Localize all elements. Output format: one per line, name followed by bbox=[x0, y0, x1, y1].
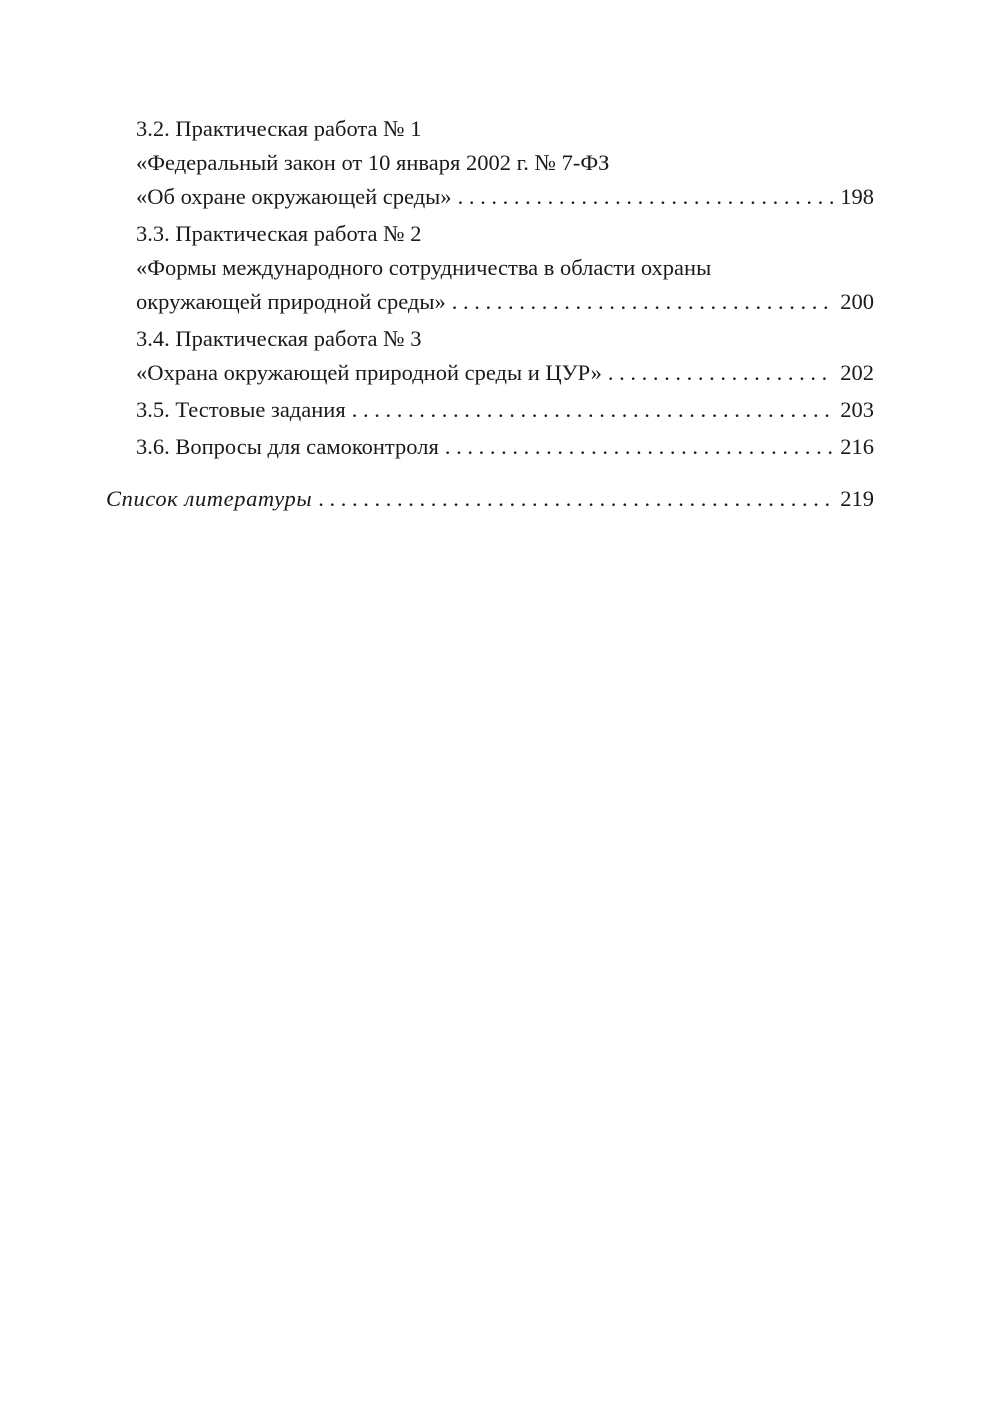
toc-entry-title: Список литературы bbox=[106, 486, 313, 511]
dot-leader bbox=[452, 285, 835, 319]
dot-leader bbox=[608, 356, 834, 390]
toc-entry-last-line bbox=[136, 393, 874, 427]
toc-page-number: 216 bbox=[840, 434, 874, 459]
toc-entry-title-end: «Охрана окружающей природной среды и ЦУР» bbox=[136, 360, 602, 385]
toc-entry-last-line bbox=[136, 430, 874, 464]
toc-entry-title-line: «Федеральный закон от 10 января 2002 г. № 7-ФЗ bbox=[136, 150, 610, 175]
dot-leader bbox=[445, 430, 834, 464]
toc-page-number: 202 bbox=[840, 360, 874, 385]
toc-entry-last-line bbox=[136, 180, 874, 214]
toc-entry-title-end: «Об охране окружающей среды» bbox=[136, 184, 452, 209]
toc-page-number: 200 bbox=[840, 289, 874, 314]
toc-entry-title-line: 3.2. Практическая работа № 1 bbox=[136, 116, 422, 141]
toc-entry-last-line bbox=[136, 356, 874, 390]
toc-entry-3-3[interactable] bbox=[106, 217, 874, 319]
toc-entry-title-end: окружающей природной среды» bbox=[136, 289, 446, 314]
toc-entry-title: 3.5. Тестовые задания bbox=[136, 397, 346, 422]
toc-entry-last-line bbox=[136, 285, 874, 319]
dot-leader bbox=[318, 482, 834, 516]
toc-entry-bibliography[interactable] bbox=[106, 482, 874, 516]
toc-page-number: 198 bbox=[840, 184, 874, 209]
toc-entry-3-6[interactable] bbox=[106, 430, 874, 464]
toc-entry-title-line: 3.4. Практическая работа № 3 bbox=[136, 326, 422, 351]
toc-entry-3-5[interactable] bbox=[106, 393, 874, 427]
toc-entry-last-line bbox=[106, 482, 874, 516]
toc-page-number: 203 bbox=[840, 397, 874, 422]
table-of-contents bbox=[106, 112, 874, 516]
toc-entry-title-line: «Формы международного сотрудничества в области охраны bbox=[136, 255, 712, 280]
dot-leader bbox=[458, 180, 835, 214]
dot-leader bbox=[352, 393, 835, 427]
toc-entry-3-2[interactable] bbox=[106, 112, 874, 214]
toc-entry-title: 3.6. Вопросы для самоконтроля bbox=[136, 434, 439, 459]
toc-entry-title-line: 3.3. Практическая работа № 2 bbox=[136, 221, 422, 246]
toc-page-number: 219 bbox=[840, 486, 874, 511]
toc-entry-3-4[interactable] bbox=[106, 322, 874, 390]
